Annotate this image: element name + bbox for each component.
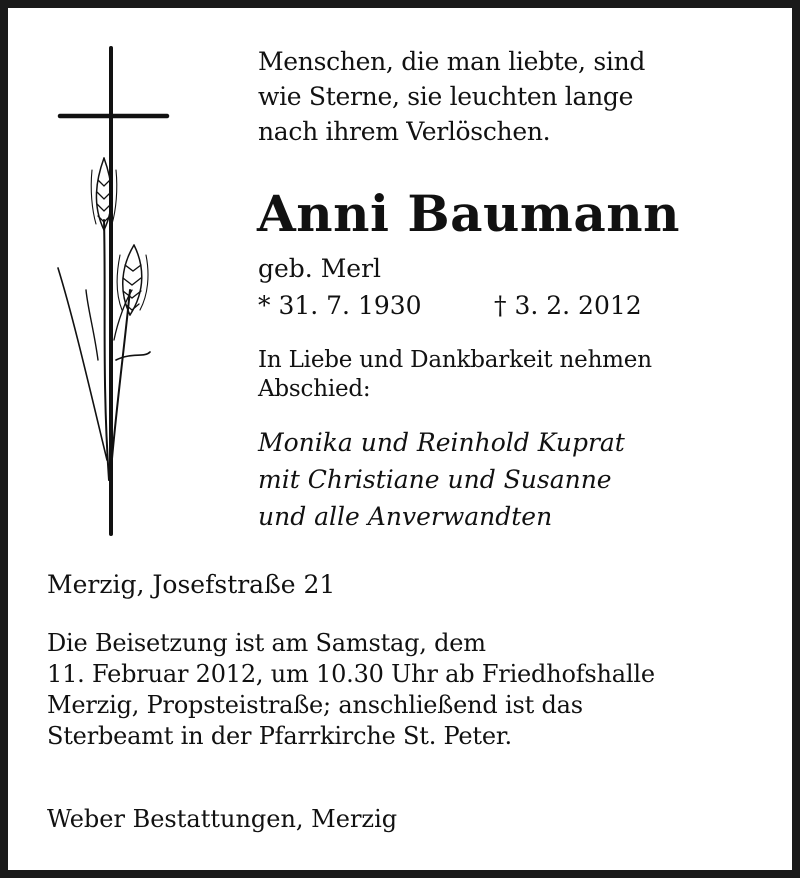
- funeral-line: Sterbeamt in der Pfarrkirche St. Peter.: [47, 722, 512, 750]
- funeral-details: [47, 628, 787, 752]
- cross-with-wheat-icon: [52, 40, 182, 540]
- undertaker-name: Weber Bestattungen, Merzig: [47, 805, 398, 833]
- funeral-line: Merzig, Propsteistraße; anschließend ist das: [47, 691, 583, 719]
- motto-line: Menschen, die man liebte, sind: [258, 47, 646, 76]
- farewell-line: In Liebe und Dankbarkeit nehmen: [258, 347, 652, 373]
- deceased-name: Anni Baumann: [257, 184, 680, 243]
- mourner-line: und alle Anverwandten: [258, 502, 553, 531]
- farewell-text: [258, 346, 778, 404]
- funeral-line: Die Beisetzung ist am Samstag, dem: [47, 629, 486, 657]
- mourner-line: Monika und Reinhold Kuprat: [258, 428, 625, 457]
- life-dates: [258, 289, 642, 323]
- funeral-line: 11. Februar 2012, um 10.30 Uhr ab Friedhofshalle: [47, 660, 655, 688]
- maiden-name: geb. Merl: [258, 254, 382, 283]
- birth-date: * 31. 7. 1930: [258, 291, 422, 320]
- motto-quote: [258, 44, 778, 149]
- farewell-line: Abschied:: [258, 376, 371, 402]
- motto-line: wie Sterne, sie leuchten lange: [258, 82, 634, 111]
- death-date: † 3. 2. 2012: [494, 291, 642, 320]
- mourners-list: [258, 424, 778, 535]
- mourner-line: mit Christiane und Susanne: [258, 465, 612, 494]
- motto-line: nach ihrem Verlöschen.: [258, 117, 551, 146]
- family-address: Merzig, Josefstraße 21: [47, 570, 336, 599]
